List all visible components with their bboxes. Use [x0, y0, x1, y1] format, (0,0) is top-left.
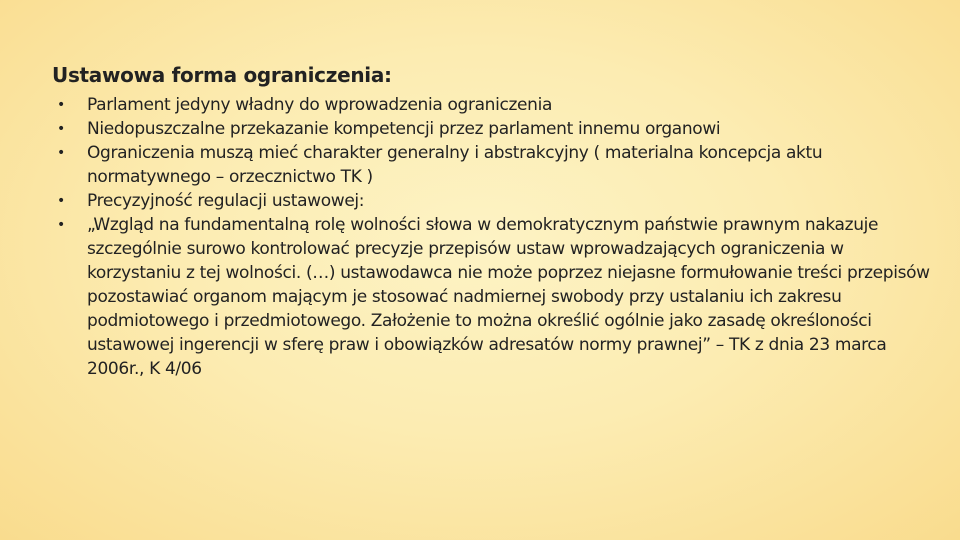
bullet-item	[52, 93, 932, 117]
quote-text: „Wzgląd na fundamentalną rolę wolności słowa w demokratycznym państwie prawnym nakazuje szczególnie surowo kontrolować precyzje przepisów ustaw wprowadzających ograniczenia w korzystaniu z tej wolności. (…) ustawodawca nie może poprzez niejasne formułowanie treści przepisów pozostawiać organom mającym je stosować nadmiernej swobody przy ustalaniu ich zakresu podmiotowego i przedmiotowego. Założenie to można określić ogólnie jako zasadę określoności ustawowej ingerencji w sferę praw i obowiązków adresatów normy prawnej” – TK z dnia 23 marca 2006r., K 4/06	[87, 215, 930, 379]
bullet-text: Niedopuszczalne przekazanie kompetencji przez parlament innemu organowi	[87, 119, 721, 139]
bullet-dot-icon: •	[57, 97, 65, 113]
bullet-list	[52, 93, 932, 381]
bullet-item	[52, 117, 932, 141]
bullet-text: Parlament jedyny władny do wprowadzenia ograniczenia	[87, 95, 553, 115]
bullet-dot-icon: •	[57, 121, 65, 137]
bullet-item	[52, 141, 932, 189]
bullet-item	[52, 189, 932, 213]
bullet-text: Ograniczenia muszą mieć charakter generalny i abstrakcyjny ( materialna koncepcja aktu normatywnego – orzecznictwo TK )	[87, 143, 823, 187]
bullet-dot-icon: •	[57, 217, 65, 233]
bullet-dot-icon: •	[57, 193, 65, 209]
bullet-item	[52, 213, 932, 381]
slide-title: Ustawowa forma ograniczenia:	[52, 63, 392, 87]
bullet-dot-icon: •	[57, 145, 65, 161]
bullet-text: Precyzyjność regulacji ustawowej:	[87, 191, 365, 211]
